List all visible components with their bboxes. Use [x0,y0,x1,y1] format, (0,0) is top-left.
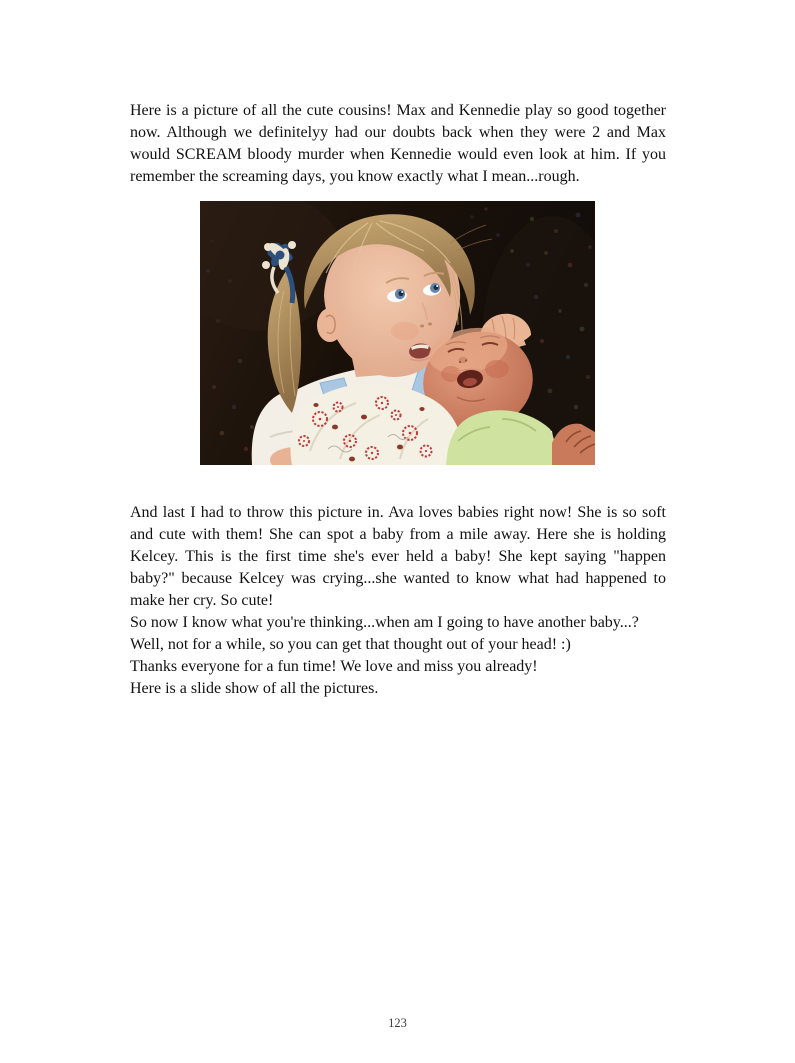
line-thanks-everyone: Thanks everyone for a fun time! We love and miss you already! [130,658,538,675]
page-content [130,100,666,700]
page-number: 123 [388,1016,407,1030]
line-not-for-a-while: Well, not for a while, so you can get that thought out of your head! :) [130,636,571,653]
paragraph-ava-kelcey: And last I had to throw this picture in. Ava loves babies right now! She is so soft and cute with them! She can spot a baby from a mile away. Here she is holding Kelcey. This is the first time she's ever held a baby! She kept saying "happen baby?" because Kelcey was crying...she wanted to know what had happened to make her cry. So cute! [130,504,666,609]
photo-illustration [200,201,595,465]
line-another-baby: So now I know what you're thinking...when am I going to have another baby...? [130,614,639,631]
paragraph-cousins: Here is a picture of all the cute cousins! Max and Kennedie play so good together now. Although we definitelyy had our doubts back when they were 2 and Max would SCREAM bloody murder when Kennedie would even look at him. If you remember the screaming days, you know exactly what I mean...rough. [130,102,666,185]
line-slide-show: Here is a slide show of all the pictures. [130,680,379,697]
photo-toddler-holding-baby [200,201,595,465]
